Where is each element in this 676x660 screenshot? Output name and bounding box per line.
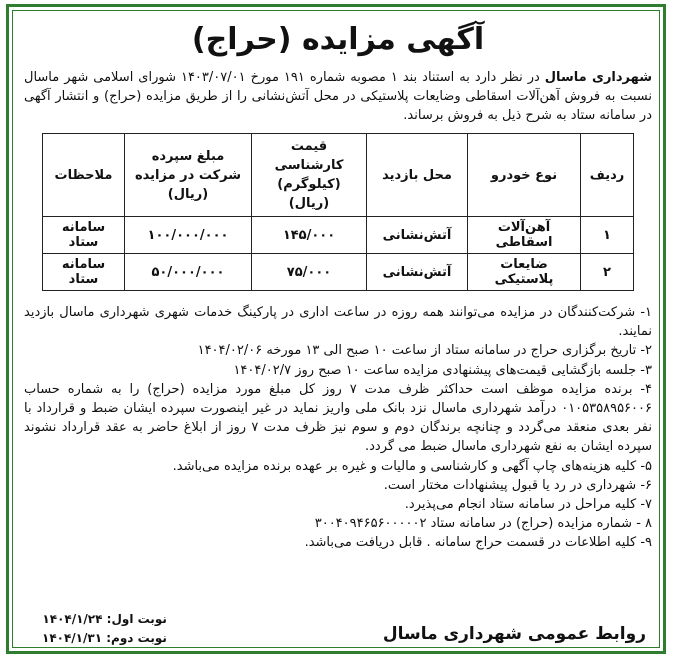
list-item: ۱- شرکت‌کنندگان در مزایده می‌توانند همه روزه در ساعت اداری در پارکینگ خدمات شهری شهرداری ماسال بازدید نمایند. [24, 305, 652, 340]
header-deposit: مبلغ سپرده شرکت در مزایده (ریال) [125, 134, 252, 217]
table-row [43, 254, 634, 291]
signature: روابط عمومی شهرداری ماسال [382, 624, 646, 644]
list-item: ۷- کلیه مراحل در سامانه ستاد انجام می‌پذیرد. [404, 497, 652, 513]
cell-expert-price: ۷۵/۰۰۰ [252, 254, 367, 291]
cell-row-number: ۱ [581, 217, 634, 254]
table-header-row [43, 134, 634, 217]
intro-org: شهرداری ماسال [544, 70, 653, 85]
cell-item-type: آهن‌آلات اسقاطی [468, 217, 581, 254]
cell-deposit: ۱۰۰/۰۰۰/۰۰۰ [125, 217, 252, 254]
list-item: ۵- کلیه هزینه‌های چاپ آگهی و کارشناسی و مالیات و غیره بر عهده برنده مزایده می‌باشد. [172, 458, 652, 474]
list-item: ۲- تاریخ برگزاری حراج در سامانه ستاد از ساعت ۱۰ صبح الی ۱۳ مورخه ۱۴۰۴/۰۲/۰۶ [197, 343, 652, 359]
notice-title: آگهی مزایده (حراج) [191, 22, 485, 57]
first-publication-date: نوبت اول: ۱۴۰۴/۱/۲۴ [42, 612, 167, 626]
publication-dates [42, 610, 167, 648]
conditions-list [24, 303, 652, 553]
cell-row-number: ۲ [581, 254, 634, 291]
cell-visit-location: آتش‌نشانی [367, 217, 468, 254]
intro-text: در نظر دارد به استناد بند ۱ مصوبه شماره ۱۹۱ مورخ ۱۴۰۳/۰۷/۰۱ شورای اسلامی شهر ماسال نسبت به فروش آهن‌آلات اسقاطی وضایعات پلاستیکی در محل آتش‌نشانی را از طریق مزایده (حراج) و انتشار آگهی در سامانه ستاد به شرح ذیل به فروش برساند. [24, 70, 652, 123]
cell-remarks: سامانه ستاد [43, 217, 125, 254]
header-remarks: ملاحظات [43, 134, 125, 217]
notice-page [24, 14, 653, 645]
cell-visit-location: آتش‌نشانی [367, 254, 468, 291]
cell-remarks: سامانه ستاد [43, 254, 125, 291]
header-visit-location: محل بازدید [367, 134, 468, 217]
cell-item-type: ضایعات پلاستیکی [468, 254, 581, 291]
second-publication-date: نوبت دوم: ۱۴۰۴/۱/۳۱ [42, 631, 167, 645]
list-item: ۴- برنده مزایده موظف است حداکثر ظرف مدت ۷ روز کل مبلغ مورد مزایده (حراج) را به شماره حساب ۰۱۰۵۳۵۸۹۵۶۰۰۶ درآمد شهرداری ماسال نزد بانک ملی واریز نماید در غیر اینصورت سپرده ایشان ضبط و قرارداد با نفر بعدی منعقد می‌گردد و چنانچه برندگان دوم و سوم نیز ظرف مدت ۷ روز از ابلاغ حاضر به عقد قرارداد نشوند سپرده ایشان به نفع شهرداری ماسال ضبط می گردد. [24, 381, 653, 455]
list-item: ۸ - شماره مزایده (حراج) در سامانه ستاد ۳۰۰۴۰۹۴۶۵۶۰۰۰۰۰۲ [314, 516, 652, 532]
list-item: ۳- جلسه بازگشایی قیمت‌های پیشنهادی مزایده ساعت ۱۰ صبح روز ۱۴۰۴/۰۲/۷ [233, 362, 652, 378]
table-row [43, 217, 634, 254]
header-item-type: نوع خودرو [468, 134, 581, 217]
intro-paragraph [24, 68, 652, 125]
cell-expert-price: ۱۴۵/۰۰۰ [252, 217, 367, 254]
notice-footer [24, 610, 652, 660]
auction-table [42, 133, 634, 291]
list-item: ۹- کلیه اطلاعات در قسمت حراج سامانه . قابل دریافت می‌باشد. [304, 535, 652, 551]
header-row-number: ردیف [581, 134, 634, 217]
cell-deposit: ۵۰/۰۰۰/۰۰۰ [125, 254, 252, 291]
header-expert-price: قیمت کارشناسی (کیلوگرم) (ریال) [252, 134, 367, 217]
list-item: ۶- شهرداری در رد یا قبول پیشنهادات مختار است. [383, 477, 652, 493]
